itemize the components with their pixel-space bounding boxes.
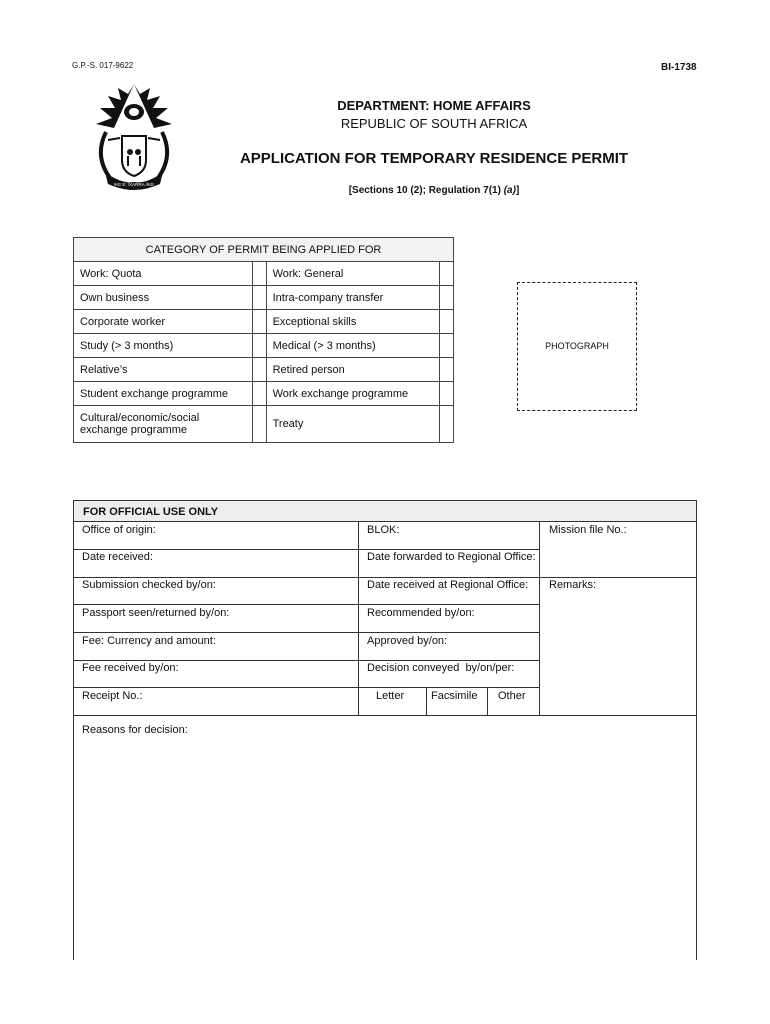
mission-file-label: Mission file No.: [549,524,627,536]
permit-option-label: Study (> 3 months) [74,334,253,358]
official-use-heading: FOR OFFICIAL USE ONLY [83,506,219,518]
permit-option-label: Work exchange programme [266,382,440,406]
permit-checkbox[interactable] [440,358,454,382]
recommended-label: Recommended by/on: [367,607,475,619]
decision-conveyed-label: Decision conveyed by/on/per: [367,662,515,674]
form-number: BI-1738 [661,62,697,73]
table-row [74,358,454,382]
date-received-label: Date received: [82,551,153,563]
permit-category-table [73,237,454,443]
photograph-box[interactable] [517,282,637,411]
permit-option-label: Cultural/economic/social exchange programme [74,406,253,443]
approved-label: Approved by/on: [367,635,448,647]
table-row [74,406,454,443]
department-name: DEPARTMENT: HOME AFFAIRS [337,98,531,113]
permit-checkbox[interactable] [440,262,454,286]
legal-reference-italic: (a) [503,185,516,196]
permit-checkbox[interactable] [252,382,266,406]
permit-checkbox[interactable] [252,286,266,310]
facsimile-option[interactable]: Facsimile [431,690,478,702]
permit-checkbox[interactable] [440,334,454,358]
form-code: G.P.-S. 017-9622 [72,61,134,70]
blok-label: BLOK: [367,524,400,536]
table-row [74,286,454,310]
table-row [74,382,454,406]
fee-received-label: Fee received by/on: [82,662,179,674]
office-of-origin-label: Office of origin: [82,524,156,536]
permit-option-label: Retired person [266,358,440,382]
table-row [74,262,454,286]
table-row [74,310,454,334]
date-forwarded-label: Date forwarded to Regional Office: [367,551,536,563]
passport-seen-label: Passport seen/returned by/on: [82,607,230,619]
motto-text: !KE E: /XARRA //KE [113,182,155,187]
permit-category-heading: CATEGORY OF PERMIT BEING APPLIED FOR [74,238,454,262]
fee-currency-label: Fee: Currency and amount: [82,635,216,647]
permit-option-label: Student exchange programme [74,382,253,406]
remarks-label: Remarks: [549,579,597,591]
permit-option-label: Treaty [266,406,440,443]
permit-checkbox[interactable] [440,406,454,443]
legal-reference [300,185,568,196]
table-row [74,334,454,358]
permit-checkbox[interactable] [252,334,266,358]
submission-checked-label: Submission checked by/on: [82,579,216,591]
permit-checkbox[interactable] [440,382,454,406]
reasons-for-decision-label: Reasons for decision: [82,724,188,736]
permit-option-label: Corporate worker [74,310,253,334]
receipt-number-label: Receipt No.: [82,690,143,702]
legal-reference-end: ] [515,185,520,196]
permit-option-label: Intra-company transfer [266,286,440,310]
permit-checkbox[interactable] [252,406,266,443]
reasons-for-decision-field[interactable] [75,716,695,958]
permit-checkbox[interactable] [252,262,266,286]
permit-checkbox[interactable] [252,358,266,382]
official-use-section [73,500,697,960]
permit-option-label: Exceptional skills [266,310,440,334]
permit-option-label: Own business [74,286,253,310]
photograph-label: PHOTOGRAPH [545,341,609,351]
coat-of-arms-icon [88,80,180,192]
permit-option-label: Medical (> 3 months) [266,334,440,358]
permit-option-label: Work: General [266,262,440,286]
date-received-regional-label: Date received at Regional Office: [367,579,529,591]
permit-option-label: Relative’s [74,358,253,382]
permit-checkbox[interactable] [252,310,266,334]
letter-option[interactable]: Letter [376,690,405,702]
page-title: APPLICATION FOR TEMPORARY RESIDENCE PERMIT [239,150,629,167]
country-name: REPUBLIC OF SOUTH AFRICA [340,116,528,131]
permit-checkbox[interactable] [440,286,454,310]
other-option[interactable]: Other [498,690,526,702]
permit-checkbox[interactable] [440,310,454,334]
permit-option-label: Work: Quota [74,262,253,286]
legal-reference-main: [Sections 10 (2); Regulation 7(1) [348,185,504,196]
